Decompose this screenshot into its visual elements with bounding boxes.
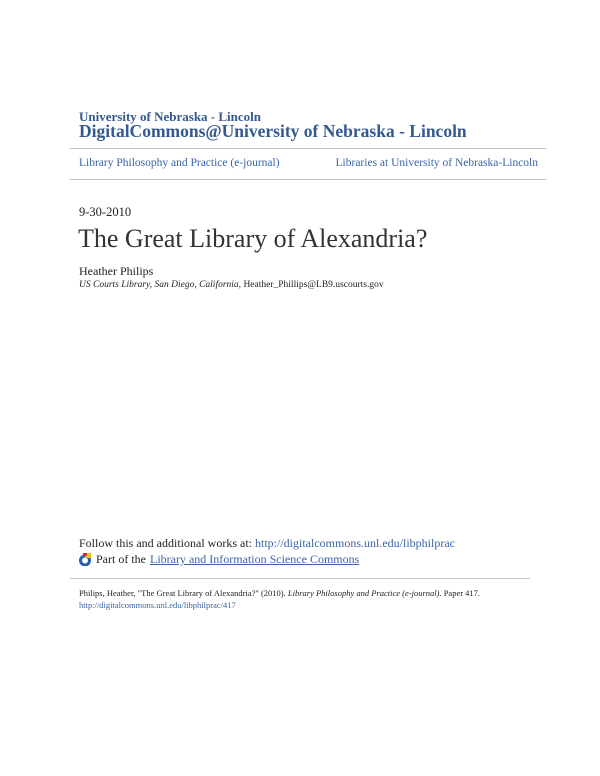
citation-text: Philips, Heather, "The Great Library of Alexandria?" (2010). bbox=[79, 588, 286, 598]
part-of-label: Part of the bbox=[96, 552, 146, 566]
follow-url-link[interactable]: http://digitalcommons.unl.edu/libphilprac bbox=[255, 536, 455, 550]
commons-link[interactable]: Library and Information Science Commons bbox=[150, 552, 360, 566]
author-name: Heather Philips bbox=[79, 264, 154, 278]
commons-network-icon bbox=[79, 553, 92, 566]
follow-line bbox=[79, 536, 455, 551]
part-of-line bbox=[79, 552, 359, 567]
libraries-link[interactable]: Libraries at University of Nebraska-Lincoln bbox=[335, 157, 538, 169]
divider bbox=[70, 148, 546, 149]
citation-journal: Library Philosophy and Practice (e-journal). bbox=[287, 588, 442, 598]
author-email: Heather_Phillips@LB9.uscourts.gov bbox=[243, 280, 384, 290]
citation bbox=[79, 588, 480, 598]
journal-link[interactable]: Library Philosophy and Practice (e-journal) bbox=[79, 157, 280, 169]
affiliation: US Courts Library, San Diego, California, bbox=[79, 280, 242, 290]
citation-paper: Paper 417. bbox=[443, 588, 481, 598]
divider bbox=[70, 179, 546, 180]
follow-label: Follow this and additional works at: bbox=[79, 536, 252, 550]
author-affiliation bbox=[79, 280, 384, 290]
article-title: The Great Library of Alexandria? bbox=[78, 224, 428, 253]
repository-name: DigitalCommons@University of Nebraska - Lincoln bbox=[79, 121, 467, 141]
institution-name: University of Nebraska - Lincoln bbox=[79, 109, 261, 124]
publication-date: 9-30-2010 bbox=[79, 205, 132, 219]
divider bbox=[70, 578, 530, 579]
citation-url-link[interactable]: http://digitalcommons.unl.edu/libphilprac/417 bbox=[79, 600, 236, 610]
